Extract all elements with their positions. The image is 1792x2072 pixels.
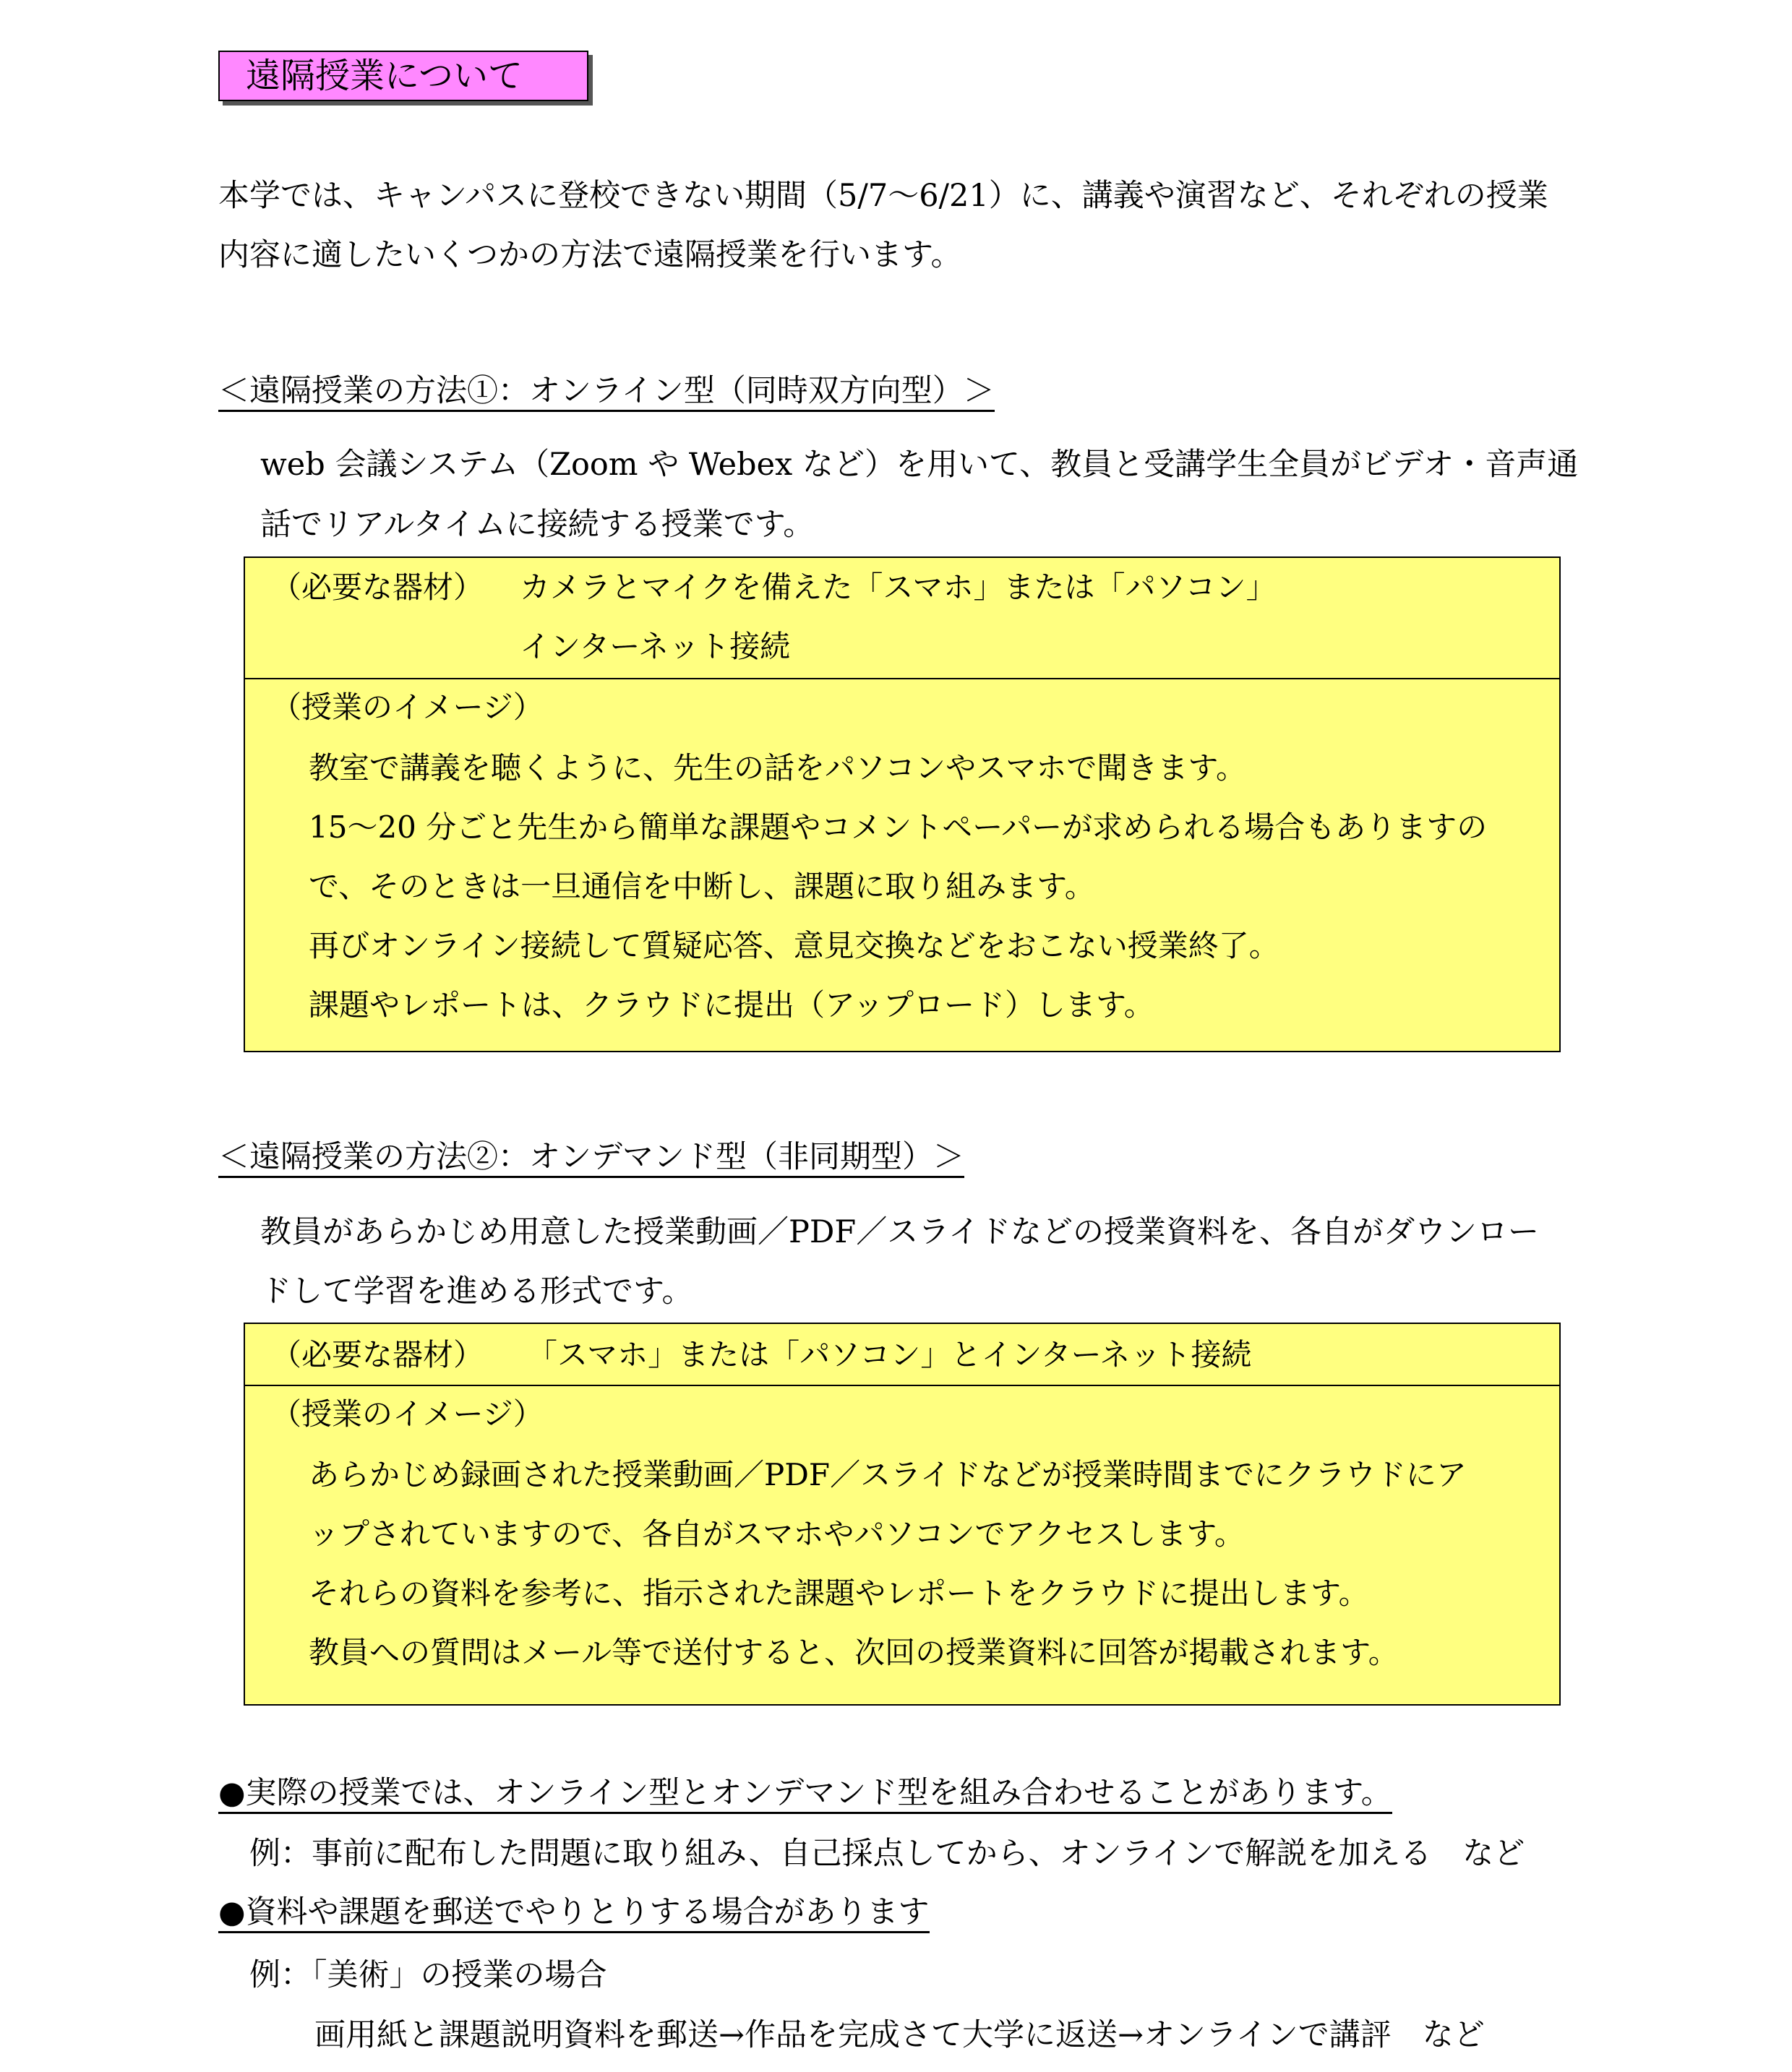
note2-example: 例：「美術」の授業の場合 <box>249 1957 607 1993</box>
method1-equipment-line-1: カメラとマイクを備えた「スマホ」または「パソコン」 <box>520 569 1277 605</box>
method2-image-line-1: あらかじめ録画された授業動画／PDF／スライドなどが授業時間までにクラウドにア <box>309 1457 1467 1492</box>
intro-line-2: 内容に適したいくつかの方法で遠隔授業を行います。 <box>218 237 962 273</box>
method2-image-label: （授業のイメージ） <box>271 1396 544 1432</box>
method1-desc-line-2: 話でリアルタイムに接続する授業です。 <box>260 507 815 543</box>
method1-box-divider <box>245 678 1559 679</box>
method2-equipment-label: （必要な器材） <box>271 1337 484 1372</box>
method2-desc-line-1: 教員があらかじめ用意した授業動画／PDF／スライドなどの授業資料を、各自がダウンロー <box>260 1214 1539 1250</box>
page-title: 遠隔授業について <box>218 51 588 101</box>
method1-image-line-5: 課題やレポートは、クラウドに提出（アップロード）します。 <box>309 987 1154 1023</box>
method2-heading: ＜遠隔授業の方法②：オンデマンド型（非同期型）＞ <box>218 1142 964 1178</box>
method2-info-box <box>244 1323 1561 1706</box>
method1-image-line-3: で、そのときは一旦通信を中断し、課題に取り組みます。 <box>309 869 1095 904</box>
method1-image-line-4: 再びオンライン接続して質疑応答、意見交換などをおこない授業終了。 <box>309 928 1279 963</box>
method1-image-line-1: 教室で講義を聴くように、先生の話をパソコンやスマホで聞きます。 <box>309 750 1246 786</box>
method2-image-line-2: ップされていますので、各自がスマホやパソコンでアクセスします。 <box>309 1516 1245 1552</box>
method1-equipment-label: （必要な器材） <box>271 569 484 605</box>
method2-equipment-line-1: 「スマホ」または「パソコン」とインターネット接続 <box>527 1337 1252 1372</box>
method2-desc-line-2: ドして学習を進める形式です。 <box>260 1273 693 1310</box>
intro-line-1: 本学では、キャンパスに登校できない期間（5/7〜6/21）に、講義や演習など、それぞれの授業 <box>218 178 1548 214</box>
method1-desc-line-1: web 会議システム（Zoom や Webex など）を用いて、教員と受講学生全員がビデオ・音声通 <box>260 447 1579 483</box>
note1-bullet: ●実際の授業では、オンライン型とオンデマンド型を組み合わせることがあります。 <box>218 1778 1392 1814</box>
note1-example: 例：事前に配布した問題に取り組み、自己採点してから、オンラインで解説を加える など <box>249 1836 1525 1872</box>
method1-image-line-2: 15〜20 分ごと先生から簡単な課題やコメントペーパーが求められる場合もありますの <box>309 809 1488 845</box>
method1-equipment-line-2: インターネット接続 <box>520 629 791 664</box>
method1-heading: ＜遠隔授業の方法①：オンライン型（同時双方向型）＞ <box>218 376 995 412</box>
note2-bullet: ●資料や課題を郵送でやりとりする場合があります <box>218 1897 930 1933</box>
note2-detail: 画用紙と課題説明資料を郵送→作品を完成さて大学に返送→オンラインで講評 など <box>314 2017 1485 2053</box>
method1-image-label: （授業のイメージ） <box>271 689 544 725</box>
method2-image-line-3: それらの資料を参考に、指示された課題やレポートをクラウドに提出します。 <box>309 1576 1369 1611</box>
method2-box-divider <box>245 1385 1559 1386</box>
method2-image-line-4: 教員への質問はメール等で送付すると、次回の授業資料に回答が掲載されます。 <box>309 1635 1399 1670</box>
method1-info-box <box>244 556 1561 1052</box>
